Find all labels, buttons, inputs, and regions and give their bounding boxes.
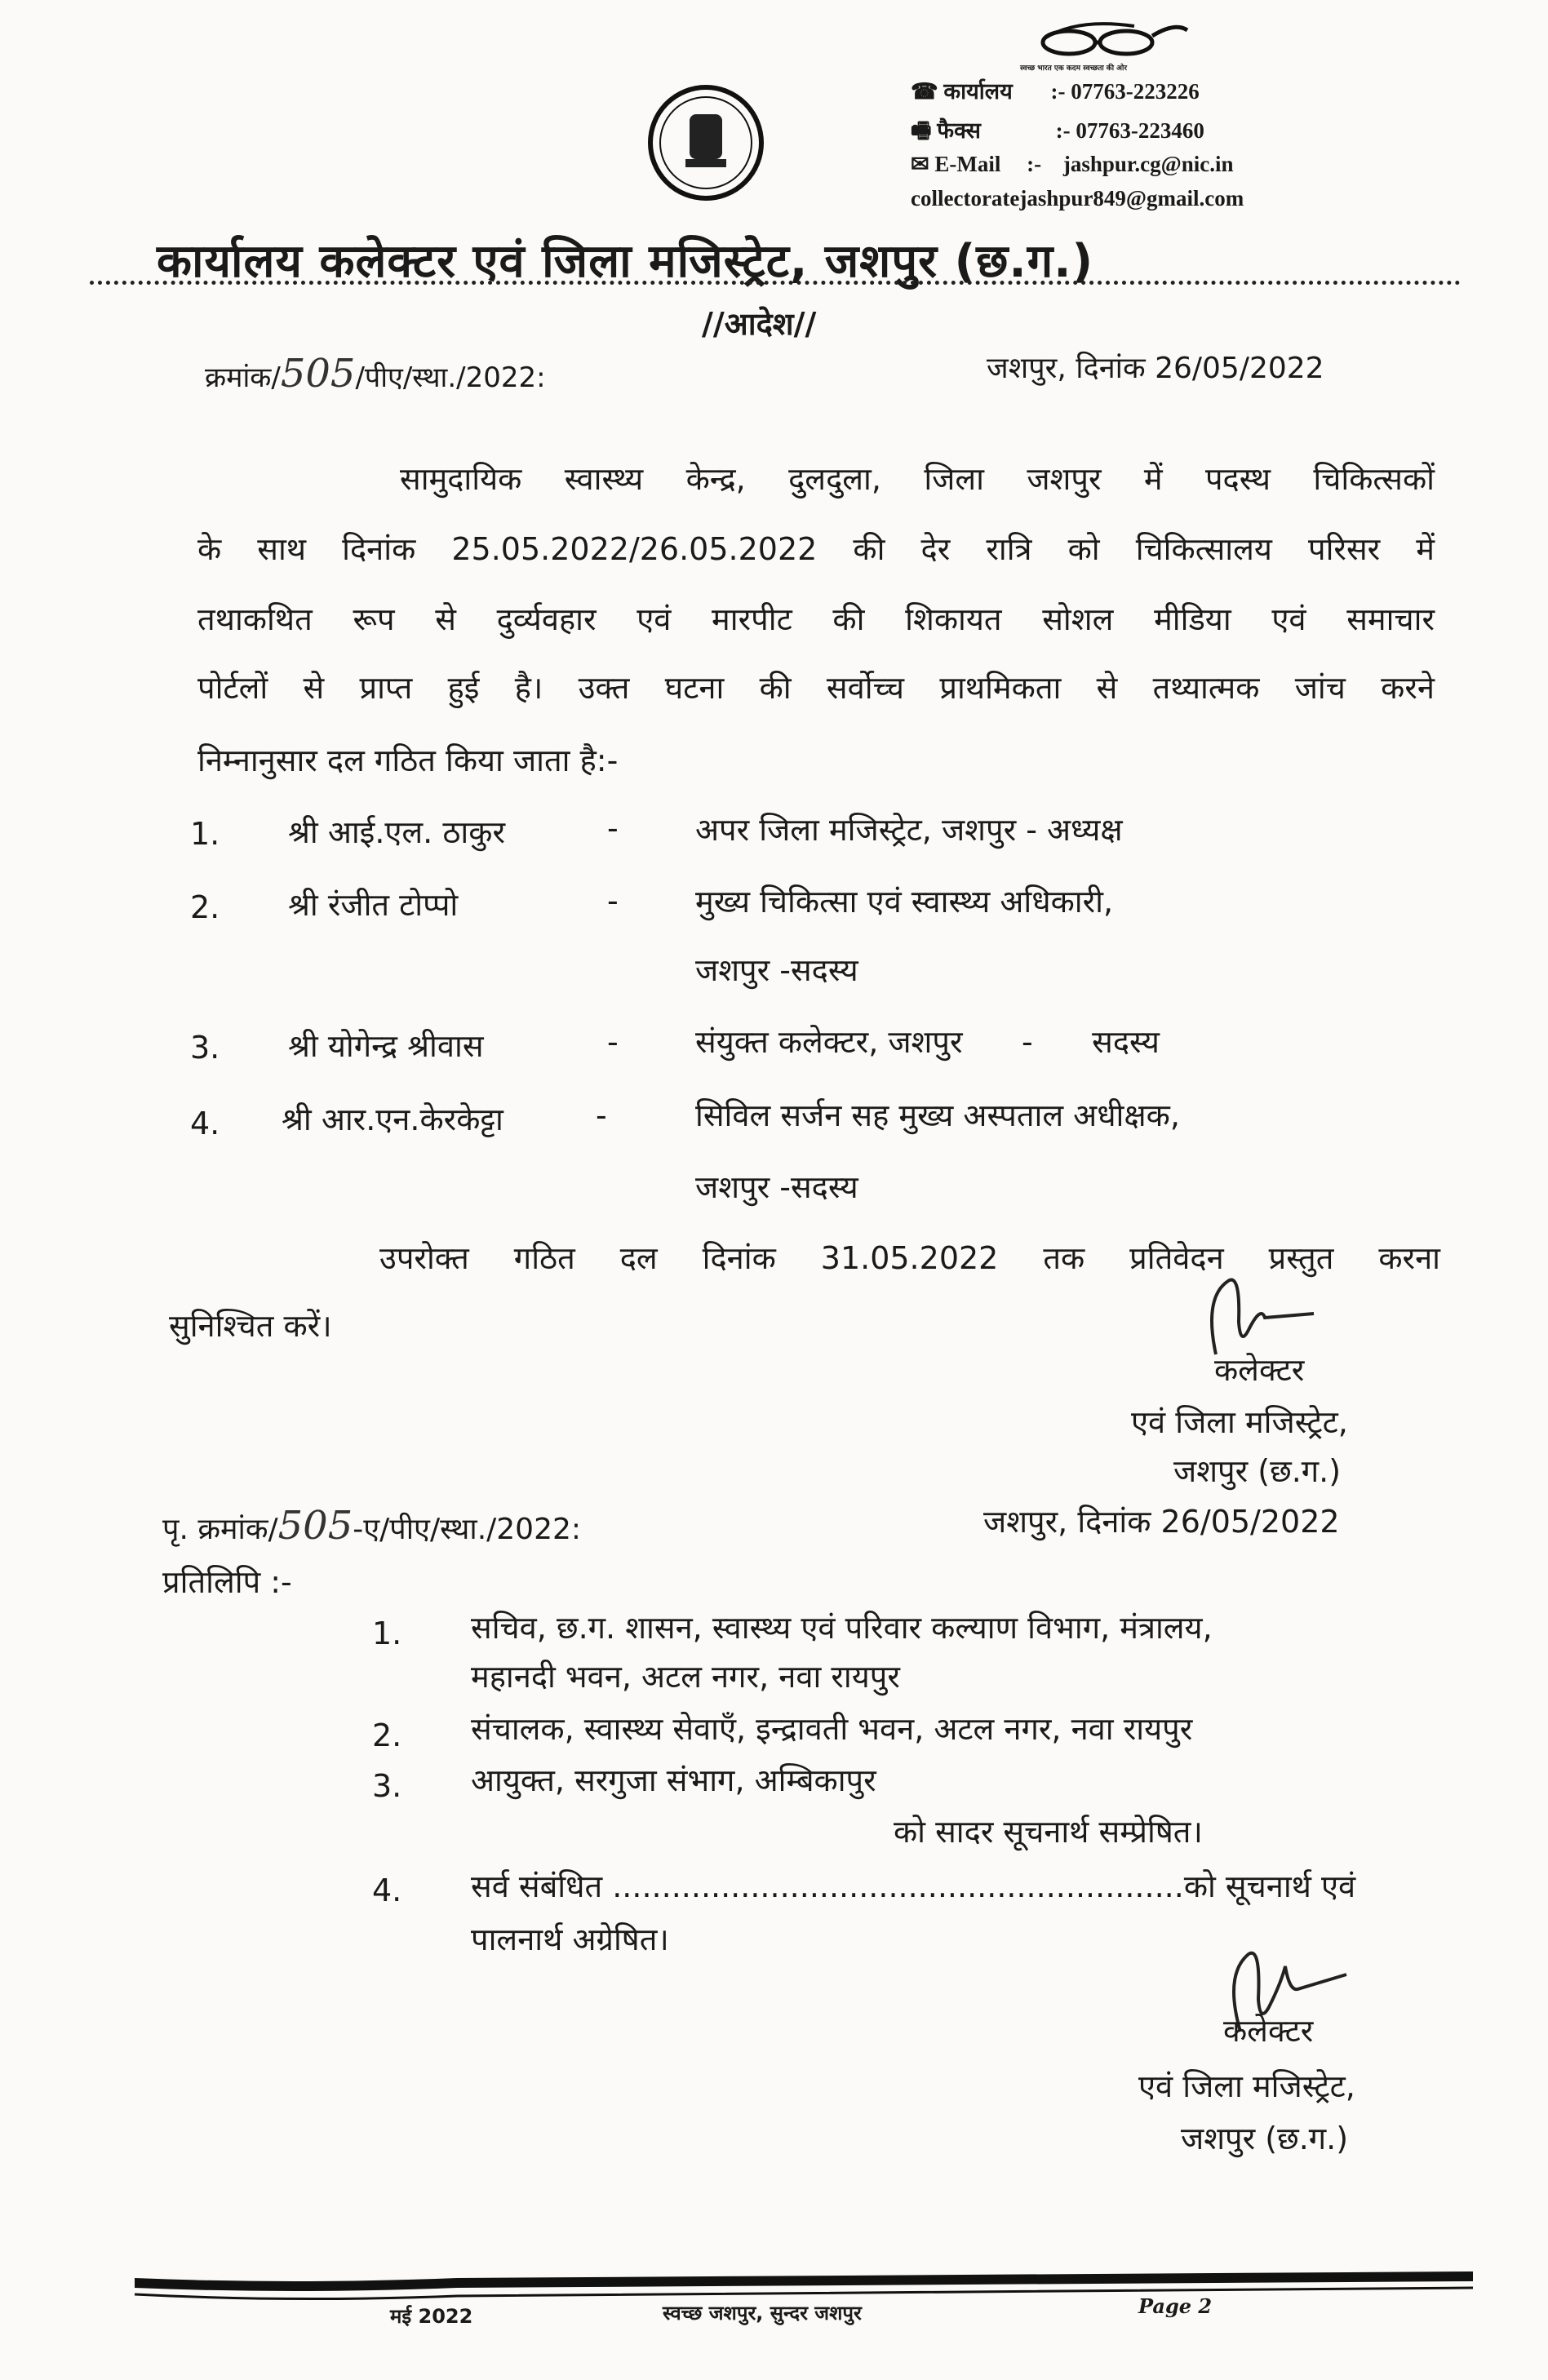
copy-recipient: सचिव, छ.ग. शासन, स्वास्थ्य एवं परिवार कल्याण विभाग, मंत्रालय, xyxy=(471,1610,1213,1646)
copy-recipient: संचालक, स्वास्थ्य सेवाएँ, इन्द्रावती भवन, अटल नगर, नवा रायपुर xyxy=(471,1711,1193,1747)
order-reference: क्रमांक/505/पीए/स्था./2022: xyxy=(205,351,546,397)
office-title: कार्यालय कलेक्टर एवं जिला मजिस्ट्रेट, जशपुर (छ.ग.) xyxy=(157,235,1094,288)
copy-heading: प्रतिलिपि :- xyxy=(162,1564,292,1600)
copy-number: 4. xyxy=(372,1873,402,1908)
fax-icon: 🖷 xyxy=(911,118,932,143)
order-heading: //आदेश// xyxy=(702,306,817,342)
member-name: श्री आर.एन.केरकेट्टा xyxy=(282,1101,503,1137)
copy-recipient: आयुक्त, सरगुजा संभाग, अम्बिकापुर xyxy=(471,1762,876,1798)
handwritten-number: 505 xyxy=(277,1503,353,1549)
member-designation-cont: जशपुर -सदस्य xyxy=(695,1169,858,1205)
signature-place: जशपुर (छ.ग.) xyxy=(1173,1453,1342,1489)
footer-slogan: स्वच्छ जशपुर, सुन्दर जशपुर xyxy=(663,2302,862,2325)
copy-recipient: सर्व संबंधित ..........................................................को सूचनार्थ एवं xyxy=(471,1868,1356,1904)
copy-note: को सादर सूचनार्थ सम्प्रेषित। xyxy=(894,1814,1203,1850)
footer-page-number: Page 2 xyxy=(1138,2294,1213,2318)
paragraph-line: निम्नानुसार दल गठित किया जाता है:- xyxy=(197,742,619,778)
member-designation: संयुक्त कलेक्टर, जशपुर - सदस्य xyxy=(695,1024,1160,1060)
copy-number: 3. xyxy=(372,1768,402,1804)
paragraph-line: तथाकथित रूप से दुर्व्यवहार एवं मारपीट की शिकायत सोशल मीडिया एवं समाचार xyxy=(197,601,1435,637)
signature-designation: कलेक्टर xyxy=(1223,2013,1314,2049)
contact-office: ☎ कार्यालय :- 07763-223226 xyxy=(911,79,1200,104)
member-number: 3. xyxy=(190,1030,220,1066)
member-designation: मुख्य चिकित्सा एवं स्वास्थ्य अधिकारी, xyxy=(695,884,1114,920)
order-date: जशपुर, दिनांक 26/05/2022 xyxy=(987,352,1324,385)
copy-recipient: महानदी भवन, अटल नगर, नवा रायपुर xyxy=(471,1659,900,1695)
member-dash: - xyxy=(607,810,619,846)
signature-designation: एवं जिला मजिस्ट्रेट, xyxy=(1131,1404,1348,1440)
header-divider xyxy=(90,281,1461,285)
signature-designation: कलेक्टर xyxy=(1214,1352,1305,1388)
contact-email: ✉ E-Mail :- jashpur.cg@nic.in xyxy=(911,152,1234,176)
signature-place: जशपुर (छ.ग.) xyxy=(1181,2121,1349,2156)
copy-number: 2. xyxy=(372,1717,402,1753)
paragraph-line: के साथ दिनांक 25.05.2022/26.05.2022 की देर रात्रि को चिकित्सालय परिसर में xyxy=(197,531,1435,567)
member-name: श्री योगेन्द्र श्रीवास xyxy=(288,1028,484,1064)
member-number: 4. xyxy=(190,1106,220,1141)
signature-designation: एवं जिला मजिस्ट्रेट, xyxy=(1138,2068,1355,2104)
contact-fax: 🖷 फैक्स :- 07763-223460 xyxy=(911,118,1204,143)
footer-divider xyxy=(131,2268,1477,2301)
member-name: श्री रंजीत टोप्पो xyxy=(288,887,459,923)
member-designation: अपर जिला मजिस्ट्रेट, जशपुर - अध्यक्ष xyxy=(695,812,1123,848)
state-emblem-icon xyxy=(645,82,767,204)
member-dash: - xyxy=(596,1097,607,1133)
footer-month: मई 2022 xyxy=(390,2305,473,2328)
member-dash: - xyxy=(607,883,619,919)
copy-recipient: पालनार्थ अग्रेषित। xyxy=(471,1921,669,1957)
copy-number: 1. xyxy=(372,1615,402,1651)
logo-caption: स्वच्छ भारत एक कदम स्वच्छता की ओर xyxy=(1020,64,1128,73)
handwritten-number: 505 xyxy=(280,351,356,397)
member-designation: सिविल सर्जन सह मुख्य अस्पताल अधीक्षक, xyxy=(695,1097,1180,1133)
copy-reference: पृ. क्रमांक/505-ए/पीए/स्था./2022: xyxy=(162,1503,582,1549)
swachh-bharat-logo-icon xyxy=(1012,18,1200,67)
member-dash: - xyxy=(607,1024,619,1060)
contact-email-2: collectoratejashpur849@gmail.com xyxy=(911,186,1244,211)
paragraph-line: पोर्टलों से प्राप्त हुई है। उक्त घटना की सर्वोच्च प्राथमिकता से तथ्यात्मक जांच करने xyxy=(197,670,1435,706)
member-designation-cont: जशपुर -सदस्य xyxy=(695,952,858,988)
member-name: श्री आई.एल. ठाकुर xyxy=(288,814,505,850)
paragraph-line: सुनिश्चित करें। xyxy=(169,1308,332,1344)
envelope-icon: ✉ xyxy=(911,152,929,176)
paragraph-line: उपरोक्त गठित दल दिनांक 31.05.2022 तक प्रतिवेदन प्रस्तुत करना xyxy=(379,1240,1440,1276)
paragraph-line: सामुदायिक स्वास्थ्य केन्द्र, दुलदुला, जिला जशपुर में पदस्थ चिकित्सकों xyxy=(400,461,1435,497)
member-number: 2. xyxy=(190,889,220,925)
copy-date: जशपुर, दिनांक 26/05/2022 xyxy=(983,1504,1340,1540)
member-number: 1. xyxy=(190,816,220,852)
telephone-icon: ☎ xyxy=(911,79,938,104)
